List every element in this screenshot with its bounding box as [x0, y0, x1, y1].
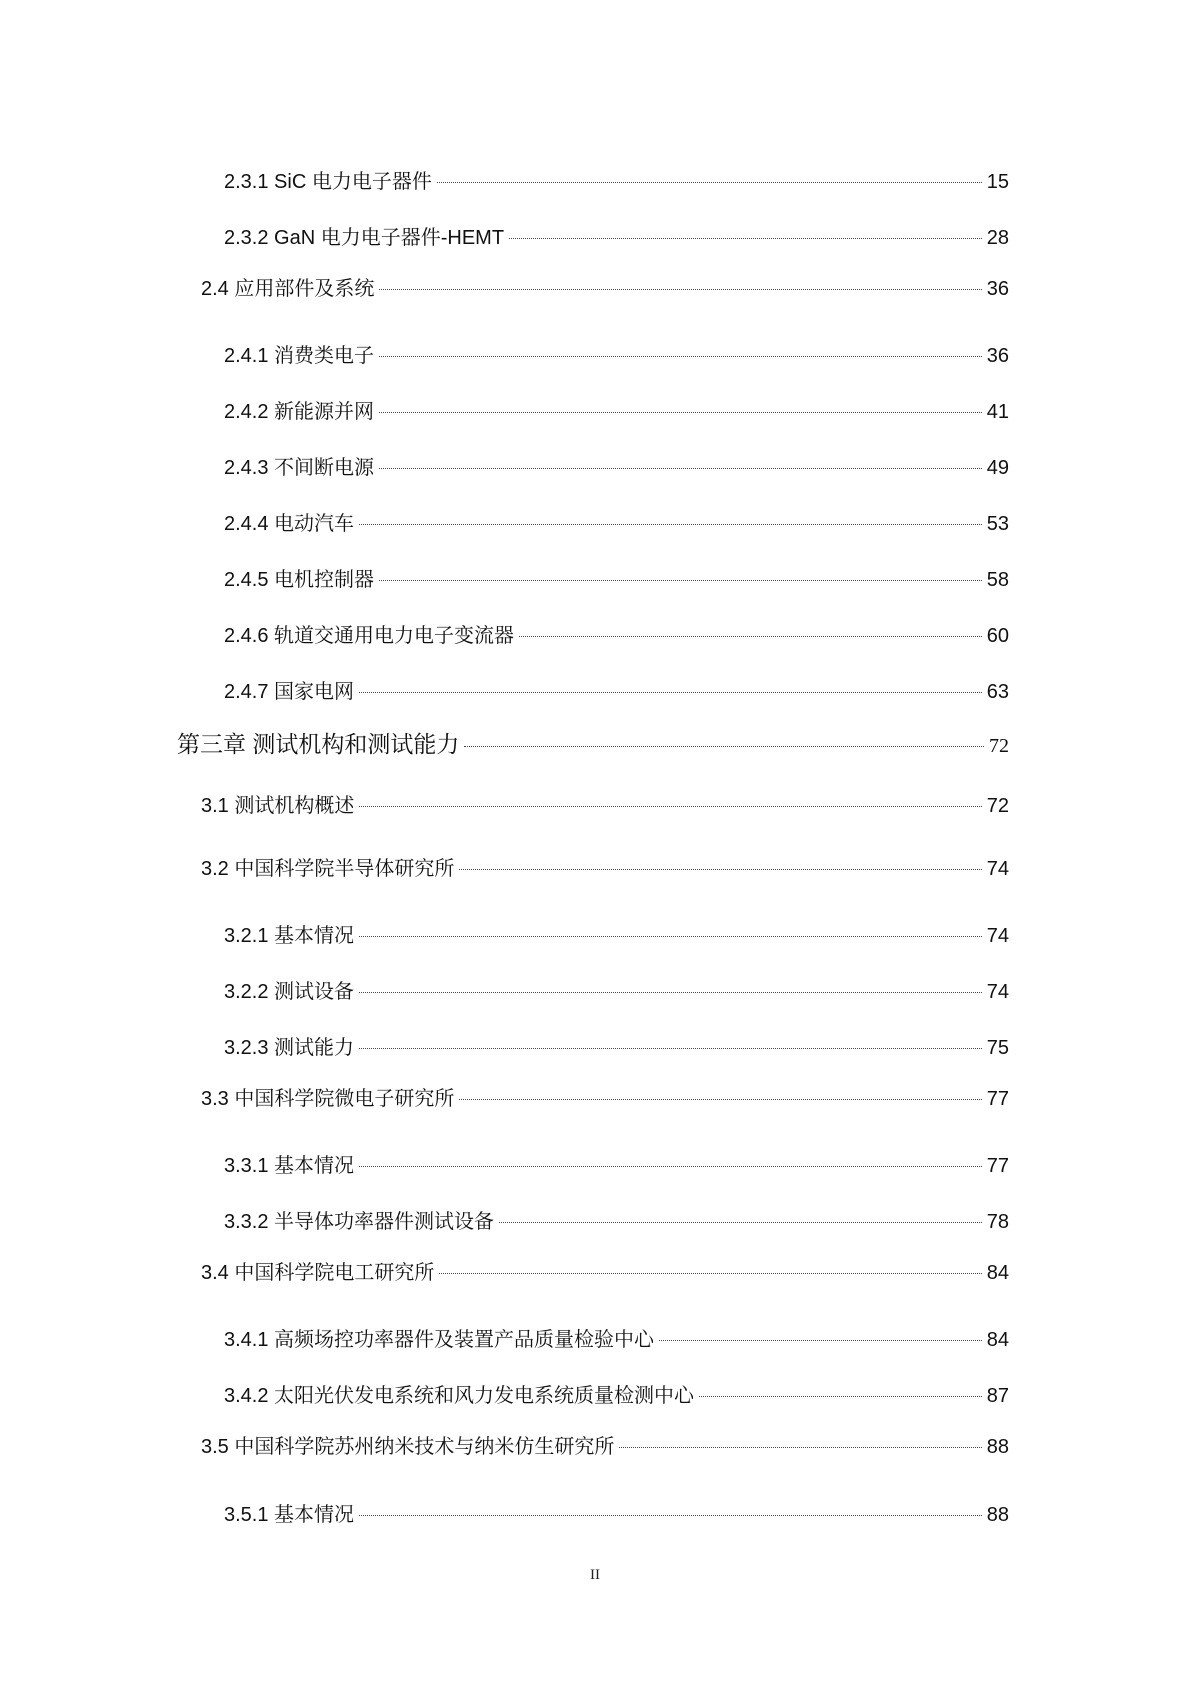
toc-dot-leader — [379, 289, 981, 290]
toc-entry-page: 53 — [986, 513, 1009, 535]
toc-entry-title: 3.3 中国科学院微电子研究所 — [201, 1088, 455, 1110]
toc-dot-leader — [379, 356, 982, 357]
toc-entry-title: 2.3.1 SiC 电力电子器件 — [224, 171, 432, 193]
toc-entry-title: 3.2 中国科学院半导体研究所 — [201, 858, 455, 880]
toc-dot-leader — [699, 1396, 982, 1397]
toc-dot-leader — [379, 468, 982, 469]
toc-entry[interactable] — [224, 1152, 1009, 1180]
toc-entry-title: 2.4.1 消费类电子 — [224, 345, 375, 367]
toc-entry-page: 49 — [986, 457, 1009, 479]
toc-entry-page: 74 — [986, 858, 1009, 880]
toc-entry[interactable] — [201, 1085, 1009, 1113]
toc-entry[interactable] — [224, 168, 1009, 196]
toc-entry-page: 72 — [989, 735, 1009, 757]
toc-entry-title: 2.4 应用部件及系统 — [201, 278, 375, 300]
toc-dot-leader — [519, 636, 982, 637]
toc-entry-title: 2.4.3 不间断电源 — [224, 457, 375, 479]
toc-entry-title: 3.4 中国科学院电工研究所 — [201, 1262, 435, 1284]
toc-entry-page: 58 — [986, 569, 1009, 591]
toc-entry-title: 3.5 中国科学院苏州纳米技术与纳米仿生研究所 — [201, 1436, 615, 1458]
toc-entry-page: 84 — [986, 1329, 1009, 1351]
toc-entry[interactable] — [224, 622, 1009, 650]
toc-dot-leader — [359, 524, 982, 525]
toc-entry[interactable] — [224, 1382, 1009, 1410]
toc-entry-title: 2.4.2 新能源并网 — [224, 401, 375, 423]
toc-entry-page: 77 — [986, 1088, 1009, 1110]
toc-dot-leader — [437, 182, 982, 183]
toc-entry[interactable] — [224, 1501, 1009, 1529]
toc-entry[interactable] — [224, 454, 1009, 482]
toc-entry-page: 74 — [986, 925, 1009, 947]
toc-entry-title: 3.2.1 基本情况 — [224, 925, 355, 947]
toc-entry[interactable] — [201, 1259, 1009, 1287]
toc-entry-page: 72 — [986, 795, 1009, 817]
toc-dot-leader — [499, 1222, 982, 1223]
toc-dot-leader — [359, 692, 982, 693]
toc-entry-page: 87 — [986, 1385, 1009, 1407]
toc-dot-leader — [659, 1340, 982, 1341]
toc-entry-page: 88 — [986, 1504, 1009, 1526]
page-number: II — [590, 1567, 600, 1583]
toc-entry[interactable] — [201, 792, 1009, 820]
toc-dot-leader — [359, 806, 981, 807]
toc-entry-page: 60 — [986, 625, 1009, 647]
toc-dot-leader — [439, 1273, 981, 1274]
toc-dot-leader — [459, 1099, 981, 1100]
toc-entry-page: 78 — [986, 1211, 1009, 1233]
toc-dot-leader — [359, 936, 982, 937]
toc-dot-leader — [359, 1515, 982, 1516]
toc-entry-title: 3.2.3 测试能力 — [224, 1037, 355, 1059]
toc-entry-page: 63 — [986, 681, 1009, 703]
toc-entry[interactable] — [224, 678, 1009, 706]
toc-dot-leader — [359, 992, 982, 993]
toc-entry[interactable] — [201, 275, 1009, 303]
toc-entry[interactable] — [224, 1208, 1009, 1236]
toc-dot-leader — [619, 1447, 981, 1448]
toc-entry-page: 84 — [986, 1262, 1009, 1284]
toc-entry-title: 3.3.1 基本情况 — [224, 1155, 355, 1177]
toc-entry-title: 2.4.4 电动汽车 — [224, 513, 355, 535]
toc-dot-leader — [509, 238, 982, 239]
toc-entry[interactable] — [224, 342, 1009, 370]
toc-entry-title: 3.2.2 测试设备 — [224, 981, 355, 1003]
toc-entry-page: 77 — [986, 1155, 1009, 1177]
toc-entry-title: 3.3.2 半导体功率器件测试设备 — [224, 1211, 495, 1233]
toc-entry-page: 36 — [986, 345, 1009, 367]
toc-entry[interactable] — [177, 730, 1009, 758]
toc-entry-title: 第三章 测试机构和测试能力 — [177, 731, 460, 757]
toc-entry[interactable] — [224, 922, 1009, 950]
toc-entry[interactable] — [201, 855, 1009, 883]
toc-dot-leader — [464, 746, 984, 747]
toc-dot-leader — [379, 580, 982, 581]
toc-dot-leader — [459, 869, 981, 870]
toc-dot-leader — [359, 1048, 982, 1049]
toc-entry-page: 88 — [986, 1436, 1009, 1458]
toc-dot-leader — [379, 412, 982, 413]
toc-entry[interactable] — [224, 566, 1009, 594]
toc-entry[interactable] — [224, 224, 1009, 252]
toc-entry[interactable] — [224, 1034, 1009, 1062]
toc-entry-title: 3.1 测试机构概述 — [201, 795, 355, 817]
toc-entry-page: 75 — [986, 1037, 1009, 1059]
toc-entry[interactable] — [201, 1433, 1009, 1461]
toc-entry-title: 2.4.6 轨道交通用电力电子变流器 — [224, 625, 515, 647]
toc-entry-page: 41 — [986, 401, 1009, 423]
toc-entry-page: 28 — [986, 227, 1009, 249]
toc-entry[interactable] — [224, 1326, 1009, 1354]
toc-entry-title: 2.3.2 GaN 电力电子器件-HEMT — [224, 227, 505, 249]
toc-entry-title: 2.4.5 电机控制器 — [224, 569, 375, 591]
toc-entry[interactable] — [224, 510, 1009, 538]
toc-entry-title: 3.5.1 基本情况 — [224, 1504, 355, 1526]
toc-entry-title: 3.4.2 太阳光伏发电系统和风力发电系统质量检测中心 — [224, 1385, 695, 1407]
toc-entry-title: 3.4.1 高频场控功率器件及装置产品质量检验中心 — [224, 1329, 655, 1351]
toc-entry-page: 74 — [986, 981, 1009, 1003]
toc-entry[interactable] — [224, 978, 1009, 1006]
toc-entry-page: 36 — [986, 278, 1009, 300]
toc-entry-title: 2.4.7 国家电网 — [224, 681, 355, 703]
toc-entry-page: 15 — [986, 171, 1009, 193]
toc-dot-leader — [359, 1166, 982, 1167]
toc-entry[interactable] — [224, 398, 1009, 426]
